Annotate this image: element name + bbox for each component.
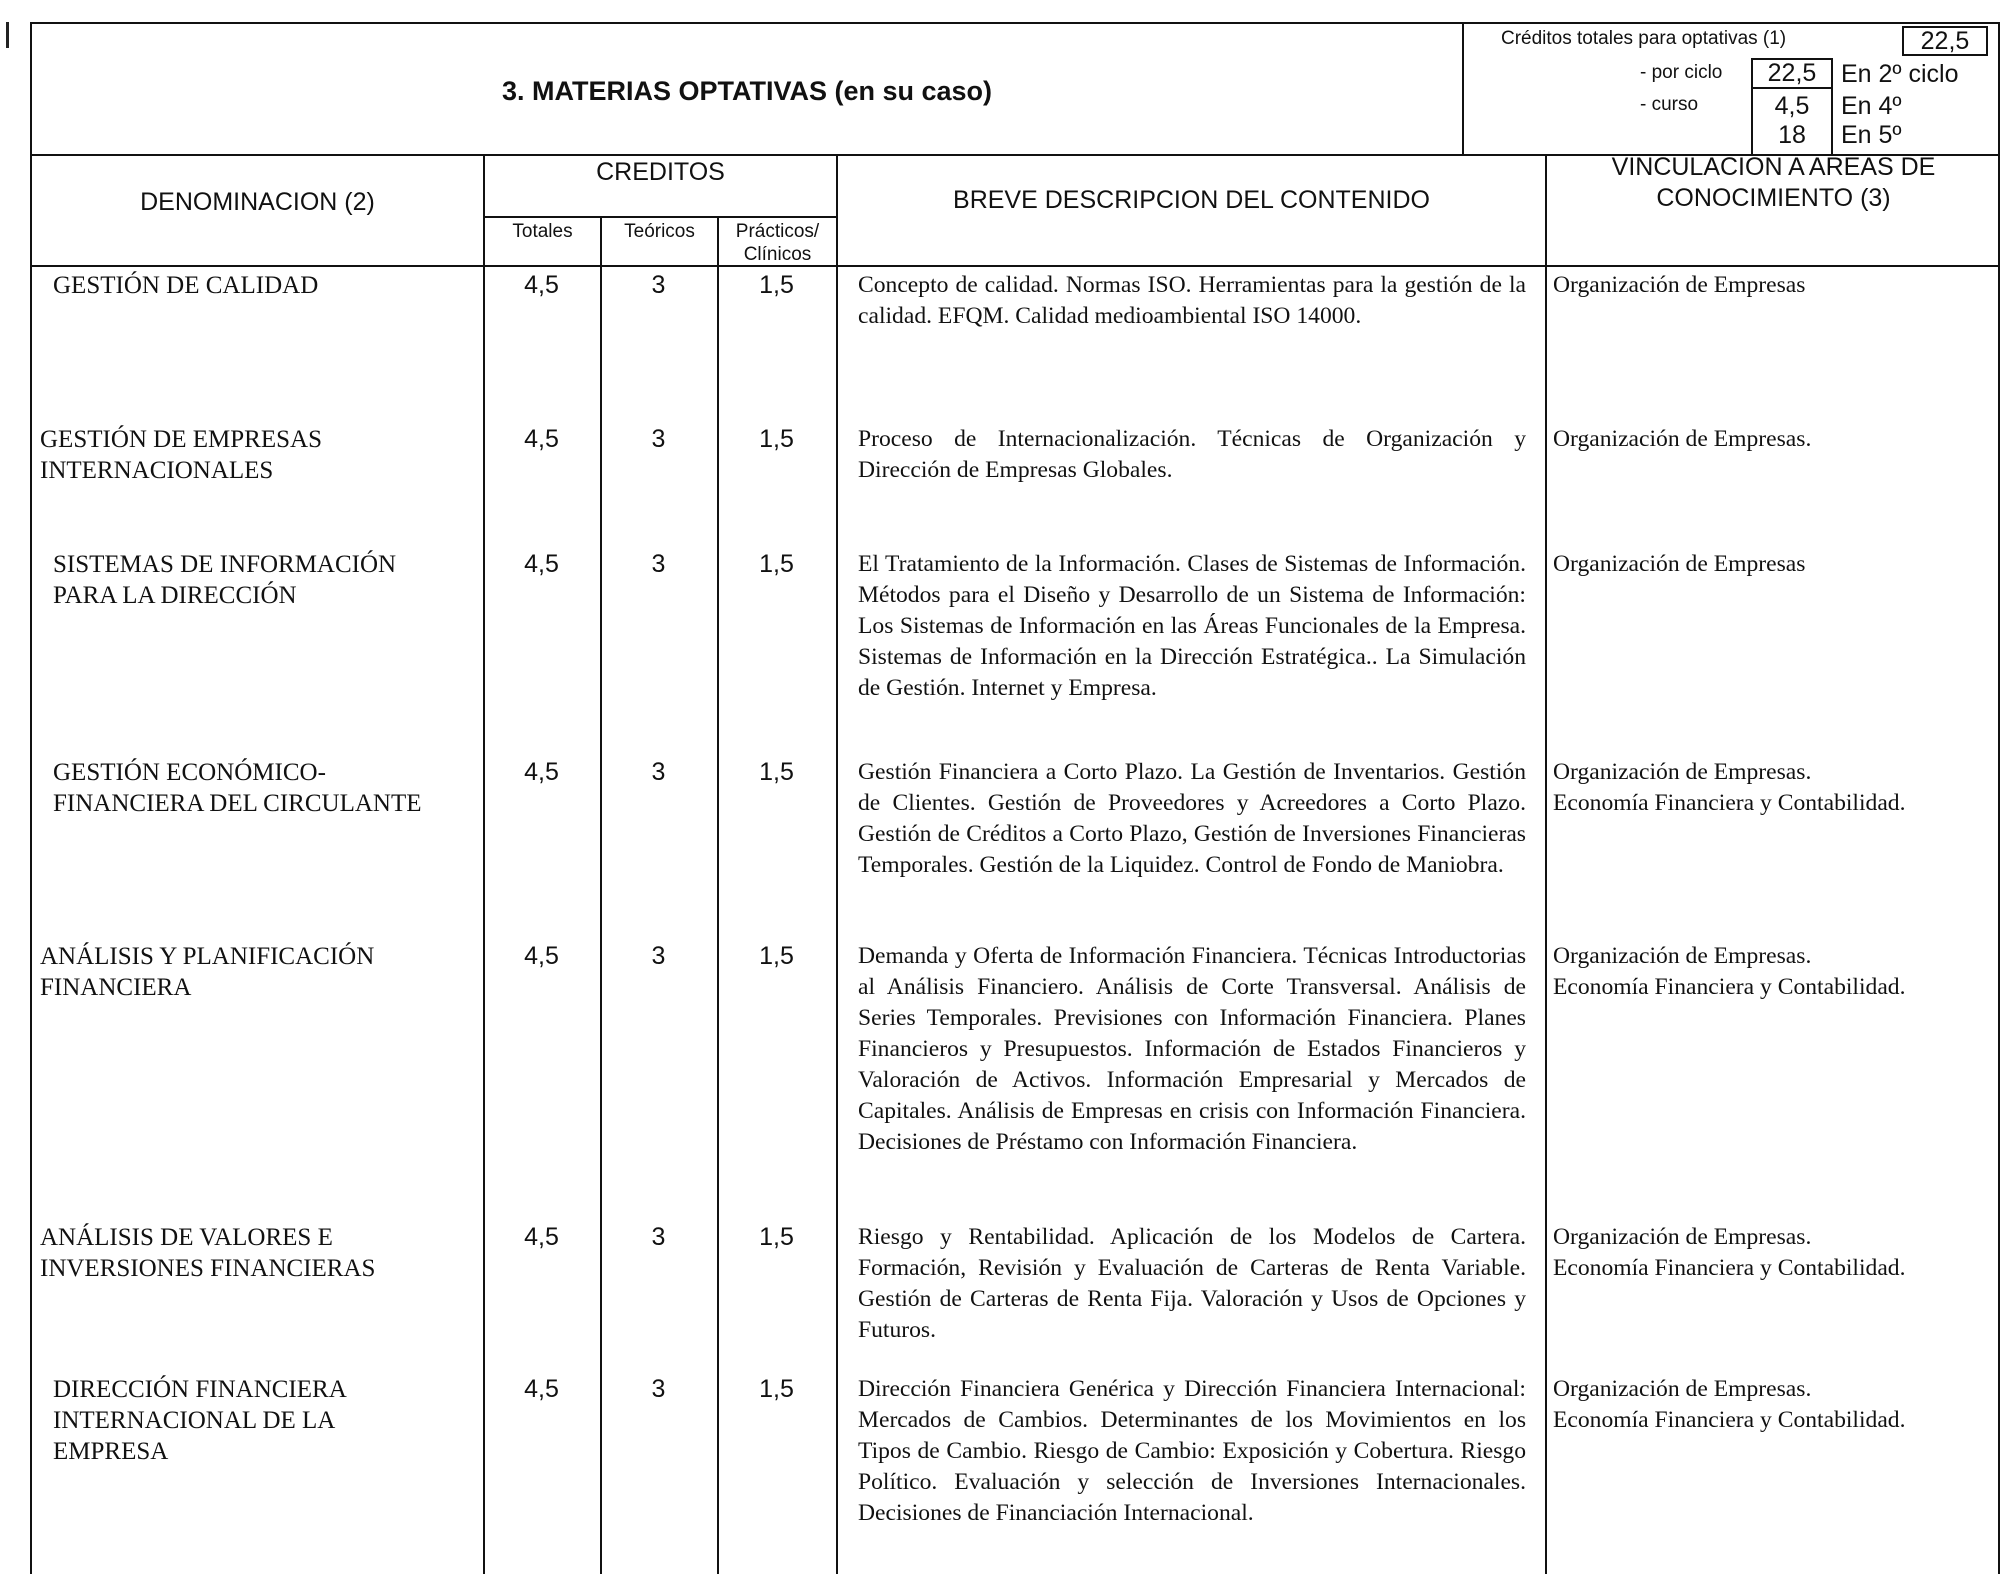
header-vinculacion-2: CONOCIMIENTO (3)	[1656, 184, 1891, 212]
optional-credits-panel	[1464, 24, 1998, 154]
subject-description: El Tratamiento de la Información. Clases de Sistemas de Información. Métodos para el Diseño y Desarrollo de un Sistema de Información: Los Sistemas de Información en las Áreas Funcionales de la Empresa. Sistemas de Información en la Dirección Estratégica.. La Simulación de Gestión. Internet y Empresa.	[858, 551, 1526, 701]
knowledge-areas	[1553, 757, 1993, 819]
header-bottom-line	[30, 265, 2000, 267]
header-vinculacion-1: VINCULACION A AREAS DE	[1611, 153, 1936, 181]
col-divider-totales	[600, 216, 602, 1574]
subject-description: Riesgo y Rentabilidad. Aplicación de los Modelos de Cartera. Formación, Revisión y Evaluación de Carteras de Renta Variable. Gestión de Carteras de Renta Fija. Valoración y Usos de Opciones y Futuros.	[858, 1224, 1526, 1343]
subject-description: Demanda y Oferta de Información Financiera. Técnicas Introductorias al Análisis Financiero. Análisis de Corte Transversal. Análisis de Series Temporales. Previsiones con Información Financiera. Planes Financieros y Presupuestos. Información de Estados Financieros y Valoración de Activos. Información Empresarial y Mercados de Capitales. Análisis de Empresas en crisis con Información Financiera. Decisiones de Préstamo con Información Financiera.	[858, 943, 1526, 1155]
col-divider-creditos	[836, 155, 838, 1574]
header-teoricos: Teóricos	[624, 221, 695, 242]
subject-description: Gestión Financiera a Corto Plazo. La Gestión de Inventarios. Gestión de Clientes. Gestión de Proveedores y Acreedores a Corto Plazo. Gestión de Créditos a Corto Plazo, Gestión de Inversiones Financieras Temporales. Gestión de la Liquidez. Control de Fondo de Maniobra.	[858, 759, 1526, 878]
credits-totales: 4,5	[524, 1375, 559, 1403]
knowledge-area: Organización de Empresas	[1553, 551, 1806, 577]
header-denominacion: DENOMINACION (2)	[140, 188, 375, 216]
por-ciclo-cycle: En 2º ciclo	[1841, 60, 1959, 88]
credits-practicos: 1,5	[759, 1223, 794, 1251]
credits-practicos: 1,5	[759, 271, 794, 299]
subject-name	[40, 941, 374, 1003]
knowledge-area: Organización de Empresas.	[1553, 1376, 1812, 1402]
header-practicos-1: Prácticos/	[735, 221, 820, 242]
credits-teoricos: 3	[651, 550, 666, 578]
header-creditos: CREDITOS	[596, 158, 725, 186]
por-ciclo-value: 22,5	[1751, 58, 1833, 89]
credits-totales: 4,5	[524, 550, 559, 578]
knowledge-areas	[1553, 424, 1993, 455]
subject-name-line: ANÁLISIS Y PLANIFICACIÓN	[40, 943, 375, 970]
section-title: 3. MATERIAS OPTATIVAS (en su caso)	[501, 76, 993, 106]
credits-totales: 4,5	[524, 942, 559, 970]
subject-name	[53, 1374, 347, 1467]
credits-teoricos: 3	[651, 271, 666, 299]
subject-description: Proceso de Internacionalización. Técnicas de Organización y Dirección de Empresas Globales.	[858, 426, 1526, 483]
total-credits-value: 22,5	[1902, 26, 1988, 56]
subject-name-line: SISTEMAS DE INFORMACIÓN	[53, 551, 397, 578]
knowledge-area: Organización de Empresas	[1553, 272, 1806, 298]
col-divider-teoricos	[717, 216, 719, 1574]
credits-totales: 4,5	[524, 758, 559, 786]
knowledge-area: Organización de Empresas.	[1553, 1224, 1812, 1250]
knowledge-area: Organización de Empresas.	[1553, 943, 1812, 969]
curso-box-right-line	[1831, 88, 1833, 154]
credits-practicos: 1,5	[759, 1375, 794, 1403]
curso-cycle-5: En 5º	[1841, 121, 1902, 149]
knowledge-areas	[1553, 1374, 1993, 1436]
creditos-sub-line	[483, 216, 836, 218]
subject-name-line: INTERNACIONALES	[40, 457, 274, 484]
curso-label: - curso	[1640, 94, 1699, 115]
knowledge-areas	[1553, 270, 1993, 301]
header-practicos-2: Clínicos	[743, 244, 812, 265]
title-block	[30, 22, 2000, 156]
subject-name	[53, 549, 396, 611]
subject-name-line: INVERSIONES FINANCIERAS	[40, 1255, 376, 1282]
scan-mark	[6, 22, 9, 48]
credits-practicos: 1,5	[759, 425, 794, 453]
subject-name-line: GESTIÓN ECONÓMICO-	[53, 759, 326, 786]
knowledge-area: Economía Financiera y Contabilidad.	[1553, 790, 1906, 816]
knowledge-area: Organización de Empresas.	[1553, 426, 1812, 452]
credits-teoricos: 3	[651, 758, 666, 786]
knowledge-area: Organización de Empresas.	[1553, 759, 1812, 785]
header-totales: Totales	[512, 221, 573, 242]
knowledge-areas	[1553, 1222, 1993, 1284]
por-ciclo-label: - por ciclo	[1640, 62, 1723, 83]
subject-description: Concepto de calidad. Normas ISO. Herramientas para la gestión de la calidad. EFQM. Calidad medioambiental ISO 14000.	[858, 272, 1526, 329]
subject-name-line: EMPRESA	[53, 1438, 169, 1465]
curso-value-4: 4,5	[1774, 92, 1810, 120]
col-divider-descripcion	[1545, 155, 1547, 1574]
subject-name	[53, 757, 422, 819]
subject-name-line: GESTIÓN DE CALIDAD	[53, 272, 319, 299]
subject-name	[40, 1222, 375, 1284]
knowledge-area: Economía Financiera y Contabilidad.	[1553, 1255, 1906, 1281]
knowledge-areas	[1553, 941, 1993, 1003]
subject-name-line: FINANCIERA	[40, 974, 192, 1001]
subject-name-line: INTERNACIONAL DE LA	[53, 1407, 336, 1434]
credits-teoricos: 3	[651, 1375, 666, 1403]
credits-teoricos: 3	[651, 1223, 666, 1251]
subject-name-line: DIRECCIÓN FINANCIERA	[53, 1376, 347, 1403]
knowledge-area: Economía Financiera y Contabilidad.	[1553, 1407, 1906, 1433]
knowledge-area: Economía Financiera y Contabilidad.	[1553, 974, 1906, 1000]
credits-totales: 4,5	[524, 425, 559, 453]
header-descripcion: BREVE DESCRIPCION DEL CONTENIDO	[953, 186, 1430, 214]
subject-name	[53, 270, 318, 301]
credits-teoricos: 3	[651, 425, 666, 453]
knowledge-areas	[1553, 549, 1993, 580]
credits-practicos: 1,5	[759, 758, 794, 786]
subject-name-line: GESTIÓN DE EMPRESAS	[40, 426, 322, 453]
subject-name	[40, 424, 322, 486]
curso-value-5: 18	[1778, 121, 1806, 149]
credits-totales: 4,5	[524, 271, 559, 299]
credits-teoricos: 3	[651, 942, 666, 970]
subject-name-line: PARA LA DIRECCIÓN	[53, 582, 297, 609]
subject-description: Dirección Financiera Genérica y Dirección Financiera Internacional: Mercados de Cambios. Determinantes de los Movimientos en los Tipos de Cambio. Riesgo de Cambio: Exposición y Cobertura. Riesgo Político. Evaluación y selección de Inversiones Internacionales. Decisiones de Financiación Internacional.	[858, 1376, 1526, 1526]
total-credits-label: Créditos totales para optativas (1)	[1501, 28, 1787, 49]
col-divider-denominacion	[483, 155, 485, 1574]
credits-totales: 4,5	[524, 1223, 559, 1251]
credits-practicos: 1,5	[759, 550, 794, 578]
curso-box-left-line	[1751, 88, 1753, 154]
subject-name-line: ANÁLISIS DE VALORES E	[40, 1224, 333, 1251]
curso-cycle-4: En 4º	[1841, 92, 1902, 120]
credits-practicos: 1,5	[759, 942, 794, 970]
subject-name-line: FINANCIERA DEL CIRCULANTE	[53, 790, 422, 817]
